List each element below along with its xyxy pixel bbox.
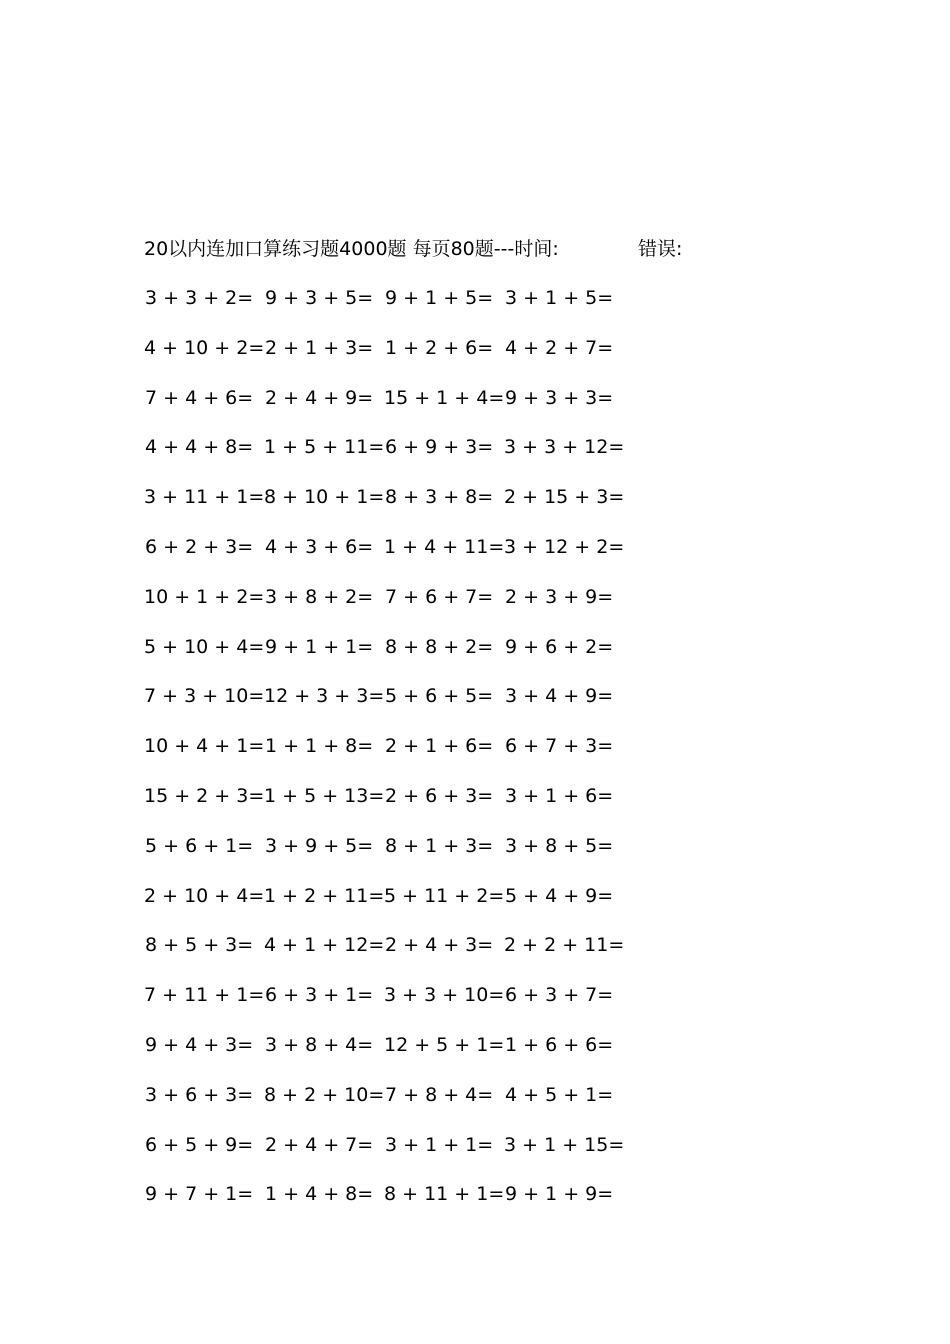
problem-cell: 2 + 10 + 4= — [144, 884, 265, 907]
problem-cell: 2 + 4 + 9= — [265, 386, 374, 409]
problem-cell: 12 + 5 + 1= — [384, 1033, 505, 1056]
problem-cell: 1 + 4 + 11= — [384, 535, 505, 558]
problem-cell: 3 + 3 + 12= — [504, 436, 625, 459]
errors-label: 错误: — [638, 238, 683, 260]
problem-row — [144, 683, 644, 733]
problem-cell: 3 + 11 + 1= — [144, 486, 265, 509]
problem-cell: 9 + 6 + 2= — [505, 635, 614, 658]
problem-cell: 15 + 1 + 4= — [384, 386, 505, 409]
problem-row — [144, 634, 644, 684]
problem-row — [144, 434, 644, 484]
problem-cell: 9 + 3 + 5= — [265, 287, 374, 309]
problem-row — [144, 1181, 644, 1231]
worksheet-title: 20以内连加口算练习题4000题 每页80题---时间: — [144, 238, 559, 260]
problem-cell: 7 + 3 + 10= — [144, 685, 265, 708]
problem-cell: 2 + 15 + 3= — [504, 486, 625, 509]
problem-row — [144, 484, 644, 534]
problem-cell: 8 + 1 + 3= — [385, 834, 494, 857]
problem-cell: 8 + 11 + 1= — [384, 1183, 505, 1206]
problem-cell: 9 + 4 + 3= — [145, 1033, 254, 1056]
problem-row — [144, 733, 644, 783]
problem-row — [144, 1082, 644, 1132]
problem-cell: 5 + 4 + 9= — [505, 884, 614, 907]
problem-cell: 7 + 4 + 6= — [145, 386, 254, 409]
problem-row — [144, 932, 644, 982]
problem-cell: 5 + 6 + 1= — [145, 834, 254, 857]
problem-cell: 9 + 1 + 5= — [385, 287, 494, 309]
problem-cell: 2 + 2 + 11= — [504, 934, 625, 957]
problem-cell: 3 + 1 + 15= — [504, 1133, 625, 1156]
problem-cell: 4 + 2 + 7= — [505, 336, 614, 359]
problem-cell: 1 + 5 + 11= — [264, 436, 385, 459]
problem-row — [144, 883, 644, 933]
problem-cell: 8 + 2 + 10= — [264, 1083, 385, 1106]
problem-cell: 3 + 3 + 10= — [384, 984, 505, 1007]
problem-cell: 3 + 8 + 5= — [505, 834, 614, 857]
problem-row — [144, 783, 644, 833]
problem-cell: 4 + 3 + 6= — [265, 535, 374, 558]
problem-cell: 1 + 4 + 8= — [265, 1183, 374, 1206]
problem-cell: 9 + 1 + 9= — [505, 1183, 614, 1206]
problem-cell: 2 + 3 + 9= — [505, 585, 614, 608]
problem-cell: 3 + 8 + 2= — [265, 585, 374, 608]
problem-cell: 1 + 6 + 6= — [505, 1033, 614, 1056]
problem-cell: 6 + 2 + 3= — [145, 535, 254, 558]
problem-cell: 8 + 8 + 2= — [385, 635, 494, 658]
problem-cell: 3 + 9 + 5= — [265, 834, 374, 857]
problem-row — [144, 534, 644, 584]
problem-cell: 4 + 1 + 12= — [264, 934, 385, 957]
problem-cell: 3 + 6 + 3= — [145, 1083, 254, 1106]
problem-cell: 2 + 1 + 6= — [385, 735, 494, 758]
problem-cell: 7 + 6 + 7= — [385, 585, 494, 608]
problem-cell: 3 + 1 + 5= — [505, 287, 614, 309]
problem-cell: 3 + 1 + 6= — [505, 784, 614, 807]
problem-row — [144, 1132, 644, 1182]
problem-cell: 10 + 4 + 1= — [144, 735, 265, 758]
problem-cell: 3 + 12 + 2= — [504, 535, 625, 558]
problem-cell: 3 + 8 + 4= — [265, 1033, 374, 1056]
problem-cell: 4 + 10 + 2= — [144, 336, 265, 359]
problem-row — [144, 982, 644, 1032]
problem-cell: 6 + 7 + 3= — [505, 735, 614, 758]
worksheet-header — [144, 236, 683, 262]
problem-cell: 4 + 5 + 1= — [505, 1083, 614, 1106]
problem-cell: 10 + 1 + 2= — [144, 585, 265, 608]
problem-row — [144, 1032, 644, 1082]
problem-cell: 1 + 2 + 6= — [385, 336, 494, 359]
problem-cell: 2 + 6 + 3= — [385, 784, 494, 807]
problem-cell: 8 + 5 + 3= — [145, 934, 254, 957]
problem-cell: 3 + 3 + 2= — [145, 287, 254, 309]
problem-cell: 9 + 3 + 3= — [505, 386, 614, 409]
problem-row — [144, 584, 644, 634]
problem-cell: 7 + 8 + 4= — [385, 1083, 494, 1106]
problem-cell: 15 + 2 + 3= — [144, 784, 265, 807]
problem-cell: 1 + 1 + 8= — [265, 735, 374, 758]
problem-cell: 4 + 4 + 8= — [145, 436, 254, 459]
problem-cell: 6 + 3 + 7= — [505, 984, 614, 1007]
problem-cell: 6 + 5 + 9= — [145, 1133, 254, 1156]
problem-cell: 3 + 1 + 1= — [385, 1133, 494, 1156]
problem-grid — [144, 285, 644, 1231]
problem-cell: 7 + 11 + 1= — [144, 984, 265, 1007]
problem-cell: 5 + 10 + 4= — [144, 635, 265, 658]
problem-cell: 3 + 4 + 9= — [505, 685, 614, 708]
problem-row — [144, 385, 644, 435]
problem-cell: 6 + 9 + 3= — [385, 436, 494, 459]
problem-cell: 9 + 1 + 1= — [265, 635, 374, 658]
problem-cell: 8 + 3 + 8= — [385, 486, 494, 509]
problem-cell: 1 + 2 + 11= — [264, 884, 385, 907]
problem-cell: 8 + 10 + 1= — [264, 486, 385, 509]
problem-row — [144, 285, 644, 335]
problem-cell: 2 + 4 + 7= — [265, 1133, 374, 1156]
problem-cell: 1 + 5 + 13= — [264, 784, 385, 807]
problem-cell: 5 + 6 + 5= — [385, 685, 494, 708]
problem-cell: 5 + 11 + 2= — [384, 884, 505, 907]
problem-row — [144, 335, 644, 385]
problem-cell: 12 + 3 + 3= — [264, 685, 385, 708]
problem-cell: 6 + 3 + 1= — [265, 984, 374, 1007]
problem-row — [144, 833, 644, 883]
problem-cell: 9 + 7 + 1= — [145, 1183, 254, 1206]
problem-cell: 2 + 1 + 3= — [265, 336, 374, 359]
problem-cell: 2 + 4 + 3= — [385, 934, 494, 957]
